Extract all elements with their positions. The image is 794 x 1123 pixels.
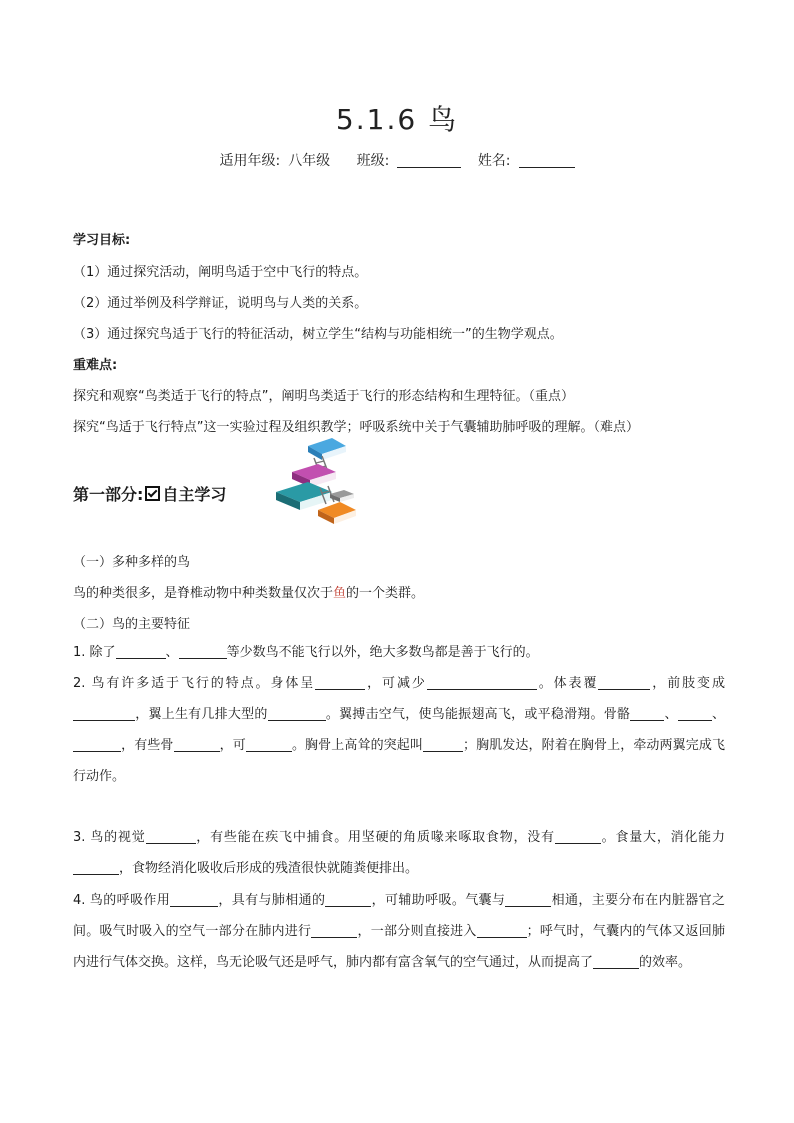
blank[interactable] <box>268 706 326 721</box>
objective-item: （2）通过举例及科学辩证，说明鸟与人类的关系。 <box>73 296 368 311</box>
objective-item: （1）通过探究活动，阐明鸟适于空中飞行的特点。 <box>73 265 368 280</box>
blank[interactable] <box>630 706 664 721</box>
blank[interactable] <box>73 737 121 752</box>
blank[interactable] <box>116 644 166 659</box>
question-2: 2. 鸟有许多适于飞行的特点。身体呈 ，可减少 。体表覆 ，前肢变成，翼上生有几排大型的 。翼搏击空气，使鸟能振翅高飞，或平稳滑翔。骨骼 、 、，有些骨 ，可 。胸骨上高耸的突起叫 ；胸肌发达，附着在胸骨上，牵动两翼完成飞行动作。 <box>73 676 725 784</box>
blank[interactable] <box>73 860 119 875</box>
blank[interactable] <box>73 706 135 721</box>
key-points-heading: 重难点: <box>73 358 118 373</box>
blank[interactable] <box>246 737 292 752</box>
question-3: 3. 鸟的视觉 ，有些能在疾飞中捕食。用坚硬的角质喙来啄取食物，没有 。食量大，消化能力，食物经消化吸收后形成的残渣很快就随粪便排出。 <box>73 830 725 876</box>
blank[interactable] <box>170 892 218 907</box>
blank[interactable] <box>325 892 371 907</box>
section-heading <box>73 482 226 505</box>
blank[interactable] <box>311 923 357 938</box>
page-title: 5.1.6 鸟 <box>335 103 459 136</box>
blank[interactable] <box>477 923 527 938</box>
class-label: 班级: <box>356 153 390 169</box>
blank[interactable] <box>427 675 537 690</box>
blank[interactable] <box>678 706 712 721</box>
blank[interactable] <box>174 737 220 752</box>
objective-item: （3）通过探究鸟适于飞行的特征活动，树立学生“结构与功能相统一”的生物学观点。 <box>73 327 563 342</box>
blank[interactable] <box>555 829 601 844</box>
part1-text <box>73 582 424 601</box>
blank[interactable] <box>593 954 639 969</box>
part2-heading: （二）鸟的主要特征 <box>73 617 191 632</box>
blank[interactable] <box>315 675 365 690</box>
key-point-item: 探究“鸟适于飞行特点”这一实验过程及组织教学；呼吸系统中关于气囊辅助肺呼吸的理解。（难点） <box>73 420 639 435</box>
name-label: 姓名: <box>477 153 511 169</box>
blank[interactable] <box>598 675 650 690</box>
worksheet-meta <box>0 150 794 170</box>
question-1: 1. 除了 、 等少数鸟不能飞行以外，绝大多数鸟都是善于飞行的。 <box>73 645 539 660</box>
books-icon <box>270 436 362 528</box>
section-prefix: 第一部分: <box>73 485 144 504</box>
name-field[interactable] <box>519 153 575 168</box>
part1-text-before: 鸟的种类很多，是脊椎动物中种类数量仅次于 <box>73 586 334 601</box>
key-point-item: 探究和观察“鸟类适于飞行的特点”，阐明鸟类适于飞行的形态结构和生理特征。（重点） <box>73 389 574 404</box>
question-4: 4. 鸟的呼吸作用 ，具有与肺相通的 ，可辅助呼吸。气囊与 相通，主要分布在内脏器官之间。吸气时吸入的空气一部分在肺内进行 ，一部分则直接进入 ；呼气时，气囊内的气体又返回肺内进行气体交换。这样，鸟无论吸气还是呼气，肺内都有富含氧气的空气通过，从而提高了 的效率。 <box>73 893 725 970</box>
checkbox-icon <box>145 486 160 501</box>
part1-text-after: 的一个类群。 <box>346 586 425 601</box>
class-field[interactable] <box>397 153 461 168</box>
blank[interactable] <box>146 829 196 844</box>
blank[interactable] <box>505 892 551 907</box>
part1-heading: （一）多种多样的鸟 <box>73 555 191 570</box>
part1-highlight: 鱼 <box>333 586 347 601</box>
grade-label: 适用年级: <box>219 153 281 169</box>
section-title: 自主学习 <box>162 485 227 504</box>
objectives-heading: 学习目标: <box>73 233 131 248</box>
grade-value: 八年级 <box>288 153 331 169</box>
blank[interactable] <box>423 737 463 752</box>
blank[interactable] <box>179 644 227 659</box>
